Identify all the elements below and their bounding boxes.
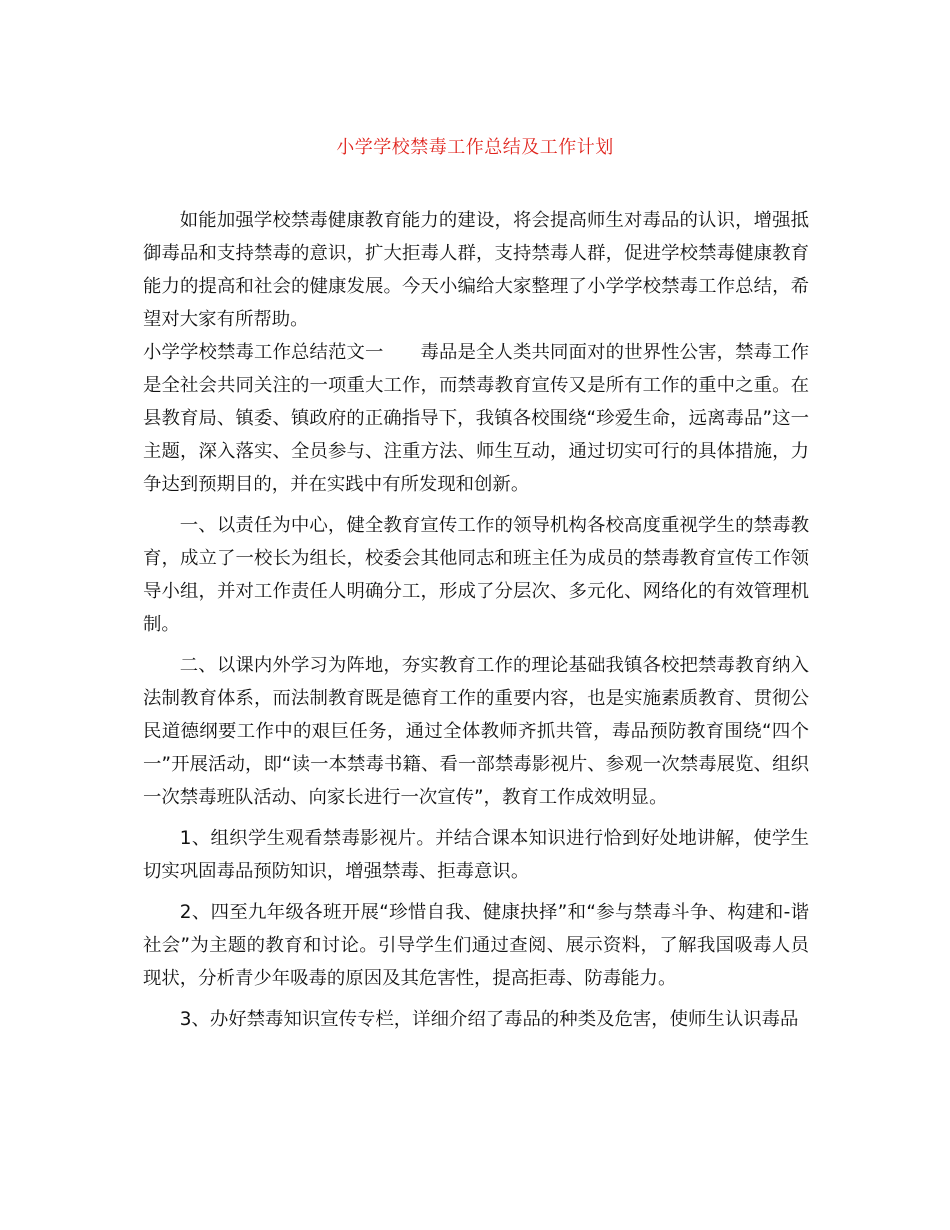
paragraph-section-one: 一、以责任为中心，健全教育宣传工作的领导机构各校高度重视学生的禁毒教育，成立了一校长为组长，校委会其他同志和班主任为成员的禁毒教育宣传工作领导小组，并对工作责任人明确分工，形成了分层次、多元化、网络化的有效管理机制。 [143, 515, 809, 635]
paragraph-section-two: 二、以课内外学习为阵地，夯实教育工作的理论基础我镇各校把禁毒教育纳入法制教育体系，而法制教育既是德育工作的重要内容，也是实施素质教育、贯彻公民道德纲要工作中的艰巨任务，通过全体教师齐抓共管，毒品预防教育围绕“四个一”开展活动，即“读一本禁毒书籍、看一部禁毒影视片、参观一次禁毒展览、组织一次禁毒班队活动、向家长进行一次宣传”，教育工作成效明显。 [143, 655, 809, 808]
document-body [143, 204, 809, 1044]
paragraph-item-two: 2、四至九年级各班开展“珍惜自我、健康抉择”和“参与禁毒斗争、构建和-谐社会”为主题的教育和讨论。引导学生们通过查阅、展示资料，了解我国吸毒人员现状，分析青少年吸毒的原因及其危害性，提高拒毒、防毒能力。 [143, 902, 809, 989]
paragraph-item-three: 3、办好禁毒知识宣传专栏，详细介绍了毒品的种类及危害，使师生认识毒品 [179, 1009, 799, 1030]
paragraph-intro: 如能加强学校禁毒健康教育能力的建设，将会提高师生对毒品的认识，增强抵御毒品和支持禁毒的意识，扩大拒毒人群，支持禁毒人群，促进学校禁毒健康教育能力的提高和社会的健康发展。今天小编给大家整理了小学学校禁毒工作总结，希望对大家有所帮助。 [143, 210, 809, 330]
paragraph-sample-one: 小学学校禁毒工作总结范文一 毒品是全人类共同面对的世界性公害，禁毒工作是全社会共同关注的一项重大工作，而禁毒教育宣传又是所有工作的重中之重。在县教育局、镇委、镇政府的正确指导下，我镇各校围绕“珍爱生命，远离毒品”这一主题，深入落实、全员参与、注重方法、师生互动，通过切实可行的具体措施，力争达到预期目的，并在实践中有所发现和创新。 [143, 342, 809, 495]
paragraph-item-one: 1、组织学生观看禁毒影视片。并结合课本知识进行恰到好处地讲解，使学生切实巩固毒品预防知识，增强禁毒、拒毒意识。 [143, 828, 809, 882]
document-title: 小学学校禁毒工作总结及工作计划 [336, 137, 614, 158]
